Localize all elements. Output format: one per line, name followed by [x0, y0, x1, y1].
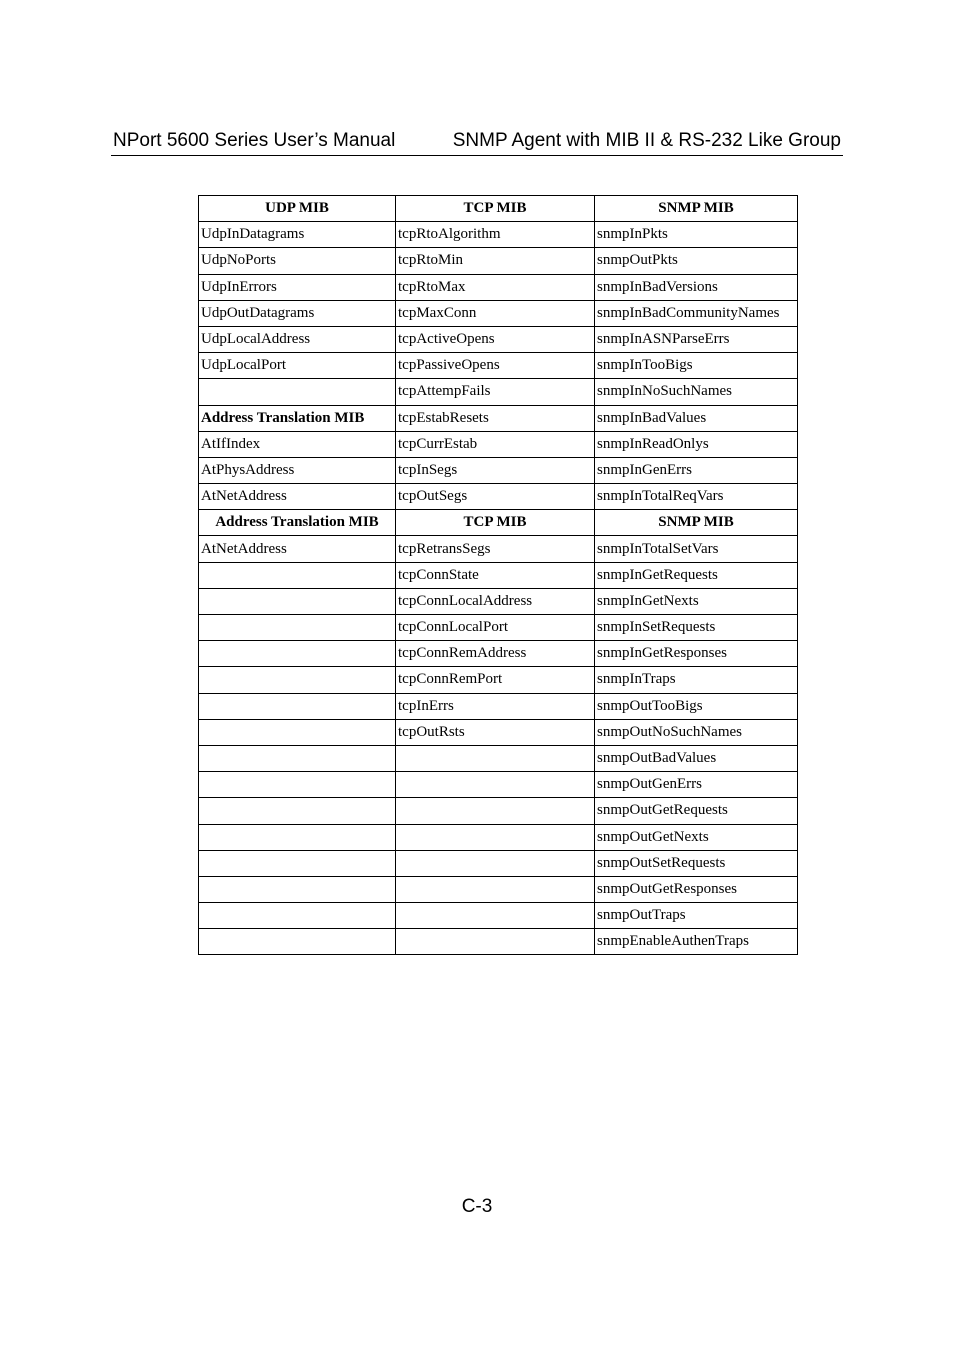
udp-at-column-cell — [199, 824, 396, 850]
udp-at-column-cell: UdpInErrors — [199, 274, 396, 300]
tcp-column-cell — [396, 876, 595, 902]
tcp-column-cell — [396, 824, 595, 850]
snmp-column-cell: snmpEnableAuthenTraps — [595, 929, 798, 955]
table-row — [199, 693, 798, 719]
udp-at-column-cell — [199, 641, 396, 667]
snmp-column-cell: snmpInSetRequests — [595, 615, 798, 641]
page-header — [111, 128, 843, 156]
udp-at-column-cell: AtPhysAddress — [199, 457, 396, 483]
tcp-column-cell: tcpOutSegs — [396, 484, 595, 510]
udp-at-column-cell — [199, 719, 396, 745]
column-header: TCP MIB — [396, 196, 595, 222]
snmp-column-cell: snmpOutPkts — [595, 248, 798, 274]
tcp-column-cell: tcpMaxConn — [396, 300, 595, 326]
udp-at-column-cell — [199, 379, 396, 405]
snmp-column-cell: snmpOutGetRequests — [595, 798, 798, 824]
udp-at-column-cell: AtNetAddress — [199, 484, 396, 510]
udp-at-column-cell — [199, 615, 396, 641]
table-row — [199, 405, 798, 431]
mib-table-body — [199, 196, 798, 955]
table-row — [199, 484, 798, 510]
tcp-column-cell: tcpRtoMax — [396, 274, 595, 300]
snmp-column-cell: snmpInNoSuchNames — [595, 379, 798, 405]
tcp-column-cell: tcpConnRemAddress — [396, 641, 595, 667]
column-header: TCP MIB — [396, 510, 595, 536]
table-row — [199, 457, 798, 483]
snmp-column-cell: snmpInTotalSetVars — [595, 536, 798, 562]
udp-at-column-cell — [199, 693, 396, 719]
tcp-column-cell: tcpRtoMin — [396, 248, 595, 274]
snmp-column-cell: snmpInTotalReqVars — [595, 484, 798, 510]
table-row — [199, 379, 798, 405]
table-row — [199, 641, 798, 667]
udp-at-column-cell — [199, 903, 396, 929]
table-row — [199, 431, 798, 457]
tcp-column-cell: tcpRtoAlgorithm — [396, 222, 595, 248]
tcp-column-cell: tcpActiveOpens — [396, 326, 595, 352]
table-row — [199, 615, 798, 641]
udp-at-column-cell — [199, 562, 396, 588]
tcp-column-cell — [396, 850, 595, 876]
table-row — [199, 300, 798, 326]
tcp-column-cell: tcpRetransSegs — [396, 536, 595, 562]
udp-at-column-cell: UdpLocalPort — [199, 353, 396, 379]
udp-at-column-cell: UdpOutDatagrams — [199, 300, 396, 326]
snmp-column-cell: snmpOutGenErrs — [595, 772, 798, 798]
udp-at-column-cell: UdpNoPorts — [199, 248, 396, 274]
table-row — [199, 745, 798, 771]
snmp-column-cell: snmpInTooBigs — [595, 353, 798, 379]
tcp-column-cell: tcpInErrs — [396, 693, 595, 719]
table-header-row — [199, 196, 798, 222]
table-row — [199, 850, 798, 876]
udp-at-column-cell: AtIfIndex — [199, 431, 396, 457]
udp-at-column-cell: UdpLocalAddress — [199, 326, 396, 352]
manual-title: NPort 5600 Series User’s Manual — [113, 130, 396, 151]
column-header: UDP MIB — [199, 196, 396, 222]
udp-at-column-cell — [199, 798, 396, 824]
table-row — [199, 536, 798, 562]
tcp-column-cell — [396, 745, 595, 771]
snmp-column-cell: snmpInGetRequests — [595, 562, 798, 588]
udp-at-column-cell — [199, 667, 396, 693]
udp-at-column-cell — [199, 929, 396, 955]
udp-at-column-cell: AtNetAddress — [199, 536, 396, 562]
table-row — [199, 326, 798, 352]
tcp-column-cell: tcpConnLocalPort — [396, 615, 595, 641]
snmp-column-cell: snmpOutTooBigs — [595, 693, 798, 719]
udp-at-column-cell — [199, 588, 396, 614]
snmp-column-cell: snmpInGetNexts — [595, 588, 798, 614]
table-row — [199, 772, 798, 798]
snmp-column-cell: snmpInBadValues — [595, 405, 798, 431]
snmp-column-cell: snmpOutTraps — [595, 903, 798, 929]
snmp-column-cell: snmpOutNoSuchNames — [595, 719, 798, 745]
section-title: SNMP Agent with MIB II & RS-232 Like Group — [452, 130, 841, 151]
snmp-column-cell: snmpInReadOnlys — [595, 431, 798, 457]
table-row — [199, 719, 798, 745]
tcp-column-cell: tcpConnLocalAddress — [396, 588, 595, 614]
tcp-column-cell — [396, 798, 595, 824]
snmp-column-cell: snmpOutSetRequests — [595, 850, 798, 876]
udp-at-column-cell — [199, 876, 396, 902]
page-number: C-3 — [461, 1196, 493, 1217]
column-header: SNMP MIB — [595, 510, 798, 536]
table-row — [199, 588, 798, 614]
snmp-column-cell: snmpOutGetResponses — [595, 876, 798, 902]
column-header: SNMP MIB — [595, 196, 798, 222]
table-row — [199, 929, 798, 955]
table-row — [199, 353, 798, 379]
udp-at-column-cell — [199, 745, 396, 771]
snmp-column-cell: snmpInASNParseErrs — [595, 326, 798, 352]
tcp-column-cell: tcpConnState — [396, 562, 595, 588]
snmp-column-cell: snmpInGetResponses — [595, 641, 798, 667]
mib-table — [198, 195, 798, 955]
table-row — [199, 824, 798, 850]
tcp-column-cell — [396, 903, 595, 929]
snmp-column-cell: snmpInBadCommunityNames — [595, 300, 798, 326]
table-row — [199, 222, 798, 248]
udp-at-column-cell — [199, 772, 396, 798]
table-row — [199, 274, 798, 300]
udp-at-column-cell — [199, 850, 396, 876]
tcp-column-cell: tcpOutRsts — [396, 719, 595, 745]
udp-at-column-cell: UdpInDatagrams — [199, 222, 396, 248]
udp-at-column-cell: Address Translation MIB — [199, 405, 396, 431]
table-row — [199, 562, 798, 588]
table-row — [199, 248, 798, 274]
snmp-column-cell: snmpInBadVersions — [595, 274, 798, 300]
column-header: Address Translation MIB — [199, 510, 396, 536]
table-row — [199, 903, 798, 929]
tcp-column-cell: tcpAttempFails — [396, 379, 595, 405]
tcp-column-cell — [396, 929, 595, 955]
table-row — [199, 876, 798, 902]
snmp-column-cell: snmpInPkts — [595, 222, 798, 248]
table-row — [199, 798, 798, 824]
tcp-column-cell: tcpConnRemPort — [396, 667, 595, 693]
tcp-column-cell: tcpCurrEstab — [396, 431, 595, 457]
snmp-column-cell: snmpOutGetNexts — [595, 824, 798, 850]
snmp-column-cell: snmpOutBadValues — [595, 745, 798, 771]
snmp-column-cell: snmpInTraps — [595, 667, 798, 693]
tcp-column-cell — [396, 772, 595, 798]
table-header-row — [199, 510, 798, 536]
tcp-column-cell: tcpInSegs — [396, 457, 595, 483]
tcp-column-cell: tcpPassiveOpens — [396, 353, 595, 379]
tcp-column-cell: tcpEstabResets — [396, 405, 595, 431]
snmp-column-cell: snmpInGenErrs — [595, 457, 798, 483]
table-row — [199, 667, 798, 693]
